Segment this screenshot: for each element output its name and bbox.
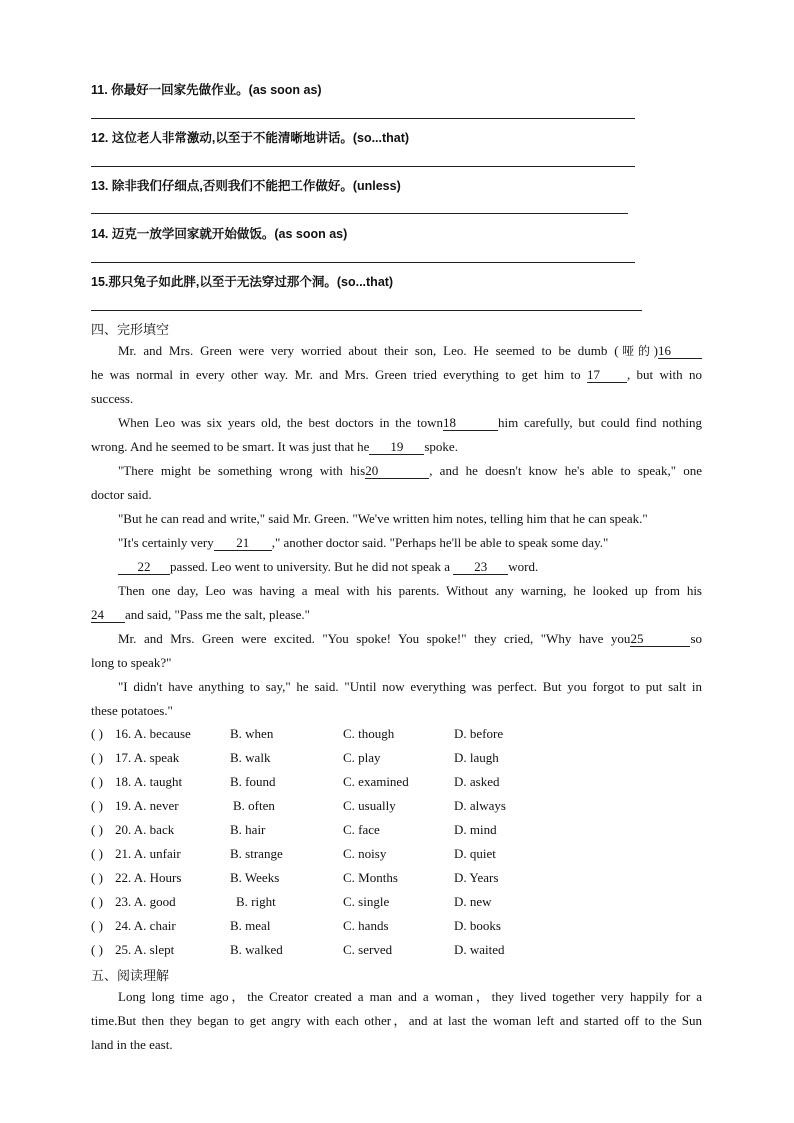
cloze-text: spoke. (424, 439, 458, 454)
option-d: D. waited (454, 942, 505, 957)
cloze-line-15 (91, 675, 702, 699)
option-row-22 (91, 866, 711, 890)
answer-bracket[interactable]: ( ) (91, 822, 103, 837)
cloze-text: wrong. And he seemed to be smart. It was just that he (91, 439, 370, 454)
answer-bracket[interactable]: ( ) (91, 918, 103, 933)
option-b: B. Weeks (230, 870, 280, 885)
blank-17[interactable]: 17 (587, 367, 627, 383)
option-c: C. single (343, 894, 390, 909)
option-b: B. right (236, 894, 276, 909)
option-row-19 (91, 794, 711, 818)
option-b: B. walk (230, 750, 271, 765)
blank-23[interactable]: 23 (453, 559, 508, 575)
option-a: 21. A. unfair (115, 846, 181, 861)
option-c: C. hands (343, 918, 389, 933)
answer-bracket[interactable]: ( ) (91, 870, 103, 885)
reading-heading: 五、阅读理解 (91, 969, 170, 984)
cloze-line-10 (91, 555, 702, 579)
cloze-line-5 (91, 435, 702, 459)
option-b: B. when (230, 726, 274, 741)
answer-bracket[interactable]: ( ) (91, 942, 103, 957)
cloze-text: "But he can read and write," said Mr. Green. "We've written him notes, telling him that he can speak." (118, 511, 648, 526)
answer-line-15[interactable] (91, 310, 642, 311)
reading-line-1 (91, 985, 702, 1009)
blank-16[interactable]: 16 (658, 343, 702, 359)
answer-line-12[interactable] (91, 166, 635, 167)
blank-21[interactable]: 21 (214, 535, 272, 551)
cloze-line-9 (91, 531, 702, 555)
option-d: D. books (454, 918, 501, 933)
option-c: C. though (343, 726, 395, 741)
option-row-21 (91, 842, 711, 866)
answer-line-13[interactable] (91, 213, 628, 214)
cloze-text: he was normal in every other way. Mr. and Mrs. Green tried everything to get him to (91, 367, 581, 382)
option-d: D. new (454, 894, 492, 909)
option-c: C. noisy (343, 846, 387, 861)
cloze-text: and said, "Pass me the salt, please." (125, 607, 310, 622)
cloze-text: word. (508, 559, 539, 574)
option-d: D. Years (454, 870, 499, 885)
cloze-text: Mr. and Mrs. Green were very worried about their son, Leo. He seemed to be dumb ( (118, 343, 619, 358)
blank-25[interactable]: 25 (630, 631, 690, 647)
cloze-text: Mr. and Mrs. Green were excited. "You spoke! You spoke!" they cried, "Why have you (118, 631, 631, 646)
option-c: C. served (343, 942, 393, 957)
blank-22[interactable]: 22 (118, 559, 170, 575)
cloze-text: "I didn't have anything to say," he said. "Until now everything was perfect. But you forgot to put salt in (118, 679, 702, 694)
answer-bracket[interactable]: ( ) (91, 750, 103, 765)
option-a: 18. A. taught (115, 774, 183, 789)
option-b: B. walked (230, 942, 283, 957)
reading-line-2 (91, 1009, 702, 1033)
option-row-18 (91, 770, 711, 794)
cloze-text: doctor said. (91, 487, 152, 502)
option-d: D. always (454, 798, 506, 813)
option-row-16 (91, 722, 711, 746)
cloze-text: long to speak?" (91, 655, 172, 670)
cloze-line-8 (91, 507, 702, 531)
option-b: B. strange (230, 846, 283, 861)
cloze-line-1 (91, 339, 702, 363)
cloze-line-4 (91, 411, 702, 435)
option-a: 19. A. never (115, 798, 179, 813)
cloze-text: so (690, 631, 702, 646)
answer-bracket[interactable]: ( ) (91, 894, 103, 909)
cloze-heading: 四、完形填空 (91, 323, 170, 338)
question-13: 13. 除非我们仔细点,否则我们不能把工作做好。(unless) (91, 179, 401, 193)
option-a: 23. A. good (115, 894, 176, 909)
reading-line-3 (91, 1033, 702, 1057)
option-b: B. hair (230, 822, 266, 837)
answer-bracket[interactable]: ( ) (91, 798, 103, 813)
option-d: D. before (454, 726, 504, 741)
cloze-text: passed. Leo went to university. But he did not speak a (170, 559, 451, 574)
option-b: B. found (230, 774, 276, 789)
cloze-line-2 (91, 363, 702, 387)
cloze-line-11 (91, 579, 702, 603)
cloze-line-16 (91, 699, 702, 723)
option-d: D. mind (454, 822, 497, 837)
answer-bracket[interactable]: ( ) (91, 846, 103, 861)
cloze-text: "It's certainly very (118, 535, 214, 550)
option-a: 17. A. speak (115, 750, 180, 765)
option-b: B. often (233, 798, 275, 813)
cloze-text: , and he doesn't know he's able to speak," one (429, 463, 702, 478)
option-d: D. asked (454, 774, 500, 789)
cloze-line-14 (91, 651, 702, 675)
blank-19[interactable]: 19 (369, 439, 424, 455)
option-row-24 (91, 914, 711, 938)
cloze-text: ) (653, 343, 658, 358)
option-c: C. examined (343, 774, 409, 789)
answer-line-11[interactable] (91, 118, 635, 119)
cloze-text: When Leo was six years old, the best doctors in the town (118, 415, 443, 430)
option-c: C. play (343, 750, 381, 765)
cloze-text: , but with no (626, 367, 702, 382)
option-row-25 (91, 938, 711, 962)
reading-text: time.But then they began to get angry with each other，and at last the woman left and started off to the Sun (91, 1013, 702, 1028)
cloze-text: Then one day, Leo was having a meal with his parents. Without any warning, he looked up from his (118, 583, 702, 598)
answer-bracket[interactable]: ( ) (91, 774, 103, 789)
option-row-17 (91, 746, 711, 770)
cloze-line-13 (91, 627, 702, 651)
cloze-line-12 (91, 603, 702, 627)
answer-bracket[interactable]: ( ) (91, 726, 103, 741)
question-15: 15.那只兔子如此胖,以至于无法穿过那个洞。(so...that) (91, 275, 394, 289)
cloze-text: 哑的 (618, 344, 654, 358)
option-a: 16. A. because (115, 726, 191, 741)
blank-24[interactable]: 24 (91, 607, 125, 623)
cloze-line-3 (91, 387, 702, 411)
option-a: 25. A. slept (115, 942, 175, 957)
cloze-text: these potatoes." (91, 703, 173, 718)
question-14: 14. 迈克一放学回家就开始做饭。(as soon as) (91, 227, 348, 241)
option-c: C. face (343, 822, 380, 837)
cloze-text: success. (91, 391, 134, 406)
option-a: 22. A. Hours (115, 870, 182, 885)
cloze-line-7 (91, 483, 702, 507)
question-12: 12. 这位老人非常激动,以至于不能清晰地讲话。(so...that) (91, 131, 410, 145)
question-11: 11. 你最好一回家先做作业。(as soon as) (91, 83, 322, 97)
reading-text: land in the east. (91, 1037, 173, 1052)
blank-20[interactable]: 20 (365, 463, 429, 479)
cloze-line-6 (91, 459, 702, 483)
answer-line-14[interactable] (91, 262, 635, 263)
option-b: B. meal (230, 918, 271, 933)
option-row-20 (91, 818, 711, 842)
option-c: C. Months (343, 870, 398, 885)
cloze-text: him carefully, but could find nothing (497, 415, 702, 430)
option-a: 24. A. chair (115, 918, 176, 933)
option-d: D. quiet (454, 846, 496, 861)
option-a: 20. A. back (115, 822, 175, 837)
option-row-23 (91, 890, 711, 914)
blank-18[interactable]: 18 (443, 415, 498, 431)
cloze-text: ," another doctor said. "Perhaps he'll be able to speak some day." (271, 535, 609, 550)
cloze-text: "There might be something wrong with his (118, 463, 366, 478)
option-d: D. laugh (454, 750, 499, 765)
reading-text: Long long time ago，the Creator created a man and a woman，they lived together very happily for a (118, 989, 702, 1004)
option-c: C. usually (343, 798, 396, 813)
